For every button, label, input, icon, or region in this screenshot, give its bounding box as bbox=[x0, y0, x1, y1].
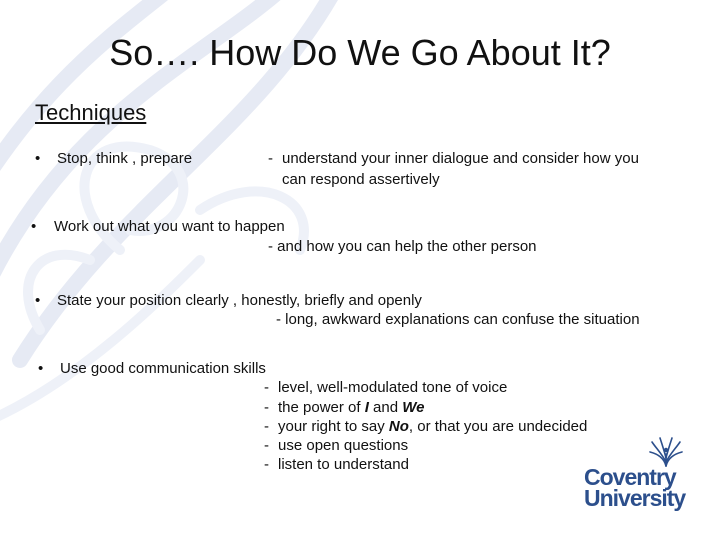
logo-coventry-text: Coventry bbox=[584, 464, 676, 490]
detail-inner-dialogue-line2: can respond assertively bbox=[282, 171, 440, 188]
subpoint-tone-of-voice: level, well-modulated tone of voice bbox=[278, 379, 508, 396]
subpoint-dash: - bbox=[264, 418, 269, 435]
technique-stop-think-prepare: Stop, think , prepare bbox=[57, 150, 193, 167]
detail-help-other-person: - and how you can help the other person bbox=[268, 238, 537, 255]
detail-long-explanations: - long, awkward explanations can confuse the situation bbox=[276, 311, 640, 328]
logo-university-text: University bbox=[584, 485, 686, 511]
subpoint-power-of-i-and-we: the power of I and We bbox=[278, 399, 425, 416]
subpoint-open-questions: use open questions bbox=[278, 437, 409, 454]
technique-communication-skills: Use good communication skills bbox=[60, 360, 266, 377]
technique-state-position: State your position clearly , honestly, briefly and openly bbox=[57, 292, 422, 309]
bullet-point: • bbox=[31, 218, 37, 235]
subpoint-right-to-say-no: your right to say No, or that you are undecided bbox=[278, 418, 588, 435]
subpoint-dash: - bbox=[264, 379, 269, 396]
subpoint-dash: - bbox=[264, 437, 269, 454]
technique-work-out-what-you-want: Work out what you want to happen bbox=[54, 218, 285, 235]
bullet-point: • bbox=[35, 292, 41, 309]
detail-dash: - bbox=[268, 150, 273, 167]
subpoint-listen-to-understand: listen to understand bbox=[278, 456, 409, 473]
slide-title: So…. How Do We Go About It? bbox=[109, 32, 611, 73]
subpoint-dash: - bbox=[264, 399, 269, 416]
bullet-point: • bbox=[38, 360, 44, 377]
section-heading: Techniques bbox=[35, 100, 147, 125]
detail-inner-dialogue-line1: understand your inner dialogue and consider how you bbox=[282, 150, 639, 167]
bullet-point: • bbox=[35, 150, 41, 167]
subpoint-dash: - bbox=[264, 456, 269, 473]
